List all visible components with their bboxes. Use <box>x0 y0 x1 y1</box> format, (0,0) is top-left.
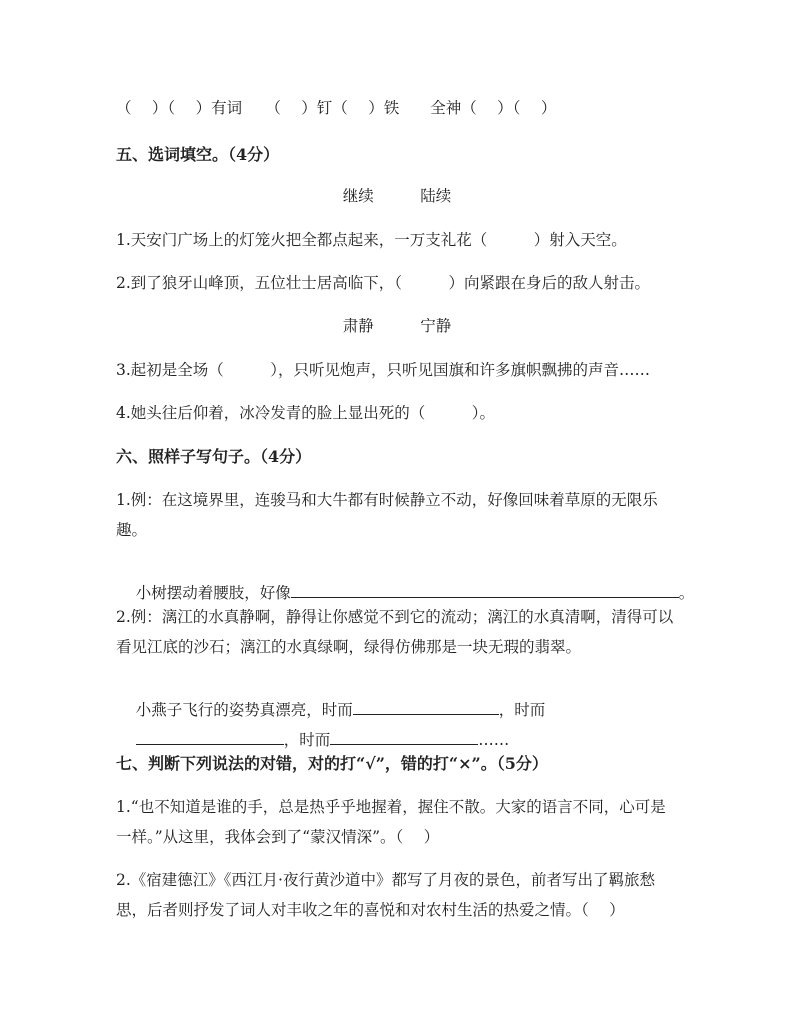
section-7-question-1-line-1: 1.“也不知道是谁的手，总是热乎乎地握着，握住不散。大家的语言不同，心可是 <box>116 798 666 816</box>
answer-2-blank-2[interactable] <box>136 730 284 745</box>
section-5-question-1: 1.天安门广场上的灯笼火把全都点起来，一万支礼花（ ）射入天空。 <box>116 231 627 249</box>
section-6-title: 六、照样子写句子。（4分） <box>116 447 312 466</box>
section-5-title: 五、选词填空。（4分） <box>116 145 280 164</box>
section-6-example-1-line-2: 趣。 <box>116 521 148 539</box>
section-5-question-2: 2.到了狼牙山峰顶，五位壮士居高临下，（ ）向紧跟在身后的敌人射击。 <box>116 274 651 292</box>
section-7-question-2-line-2: 思，后者则抒发了词人对丰收之年的喜悦和对农村生活的热爱之情。（ ） <box>116 901 625 919</box>
answer-2-mid: ，时而 <box>498 701 546 719</box>
answer-1-prefix: 小树摆动着腰肢，好像 <box>135 584 291 602</box>
answer-1-suffix: 。 <box>678 584 695 602</box>
word-choice-pair-2: 肃静 宁静 <box>342 317 452 335</box>
section-6-example-2-line-2: 看见江底的沙石；漓江的水真绿啊，绿得仿佛那是一块无瑕的翡翠。 <box>116 638 582 656</box>
idiom-fill-line: （ ）（ ）有词 （ ）钉（ ）铁 全神（ ）（ ） <box>116 99 557 117</box>
section-7-question-2-line-1: 2.《宿建德江》《西江月·夜行黄沙道中》都写了月夜的景色，前者写出了羁旅愁 <box>116 871 655 889</box>
section-7-question-1-line-2: 一样。”从这里，我体会到了“蒙汉情深”。（ ） <box>116 828 440 846</box>
answer-2-prefix: 小燕子飞行的姿势真漂亮，时而 <box>135 701 353 719</box>
section-5-question-3: 3.起初是全场（ ），只听见炮声，只听见国旗和许多旗帜飘拂的声音…… <box>116 361 651 379</box>
section-6-example-1-line-1: 1.例：在这境界里，连骏马和大牛都有时候静立不动，好像回味着草原的无限乐 <box>116 491 658 509</box>
section-7-title: 七、判断下列说法的对错，对的打“√”，错的打“×”。（5分） <box>116 754 548 773</box>
section-5-question-4: 4.她头往后仰着，冰冷发青的脸上显出死的（ ）。 <box>116 404 496 422</box>
answer-1-blank[interactable] <box>291 583 679 598</box>
answer-2-blank-3[interactable] <box>330 730 478 745</box>
answer-2-suffix: …… <box>478 731 510 749</box>
word-choice-pair-1: 继续 陆续 <box>342 187 452 205</box>
answer-2-mid-2: ，时而 <box>283 731 331 749</box>
section-6-example-2-line-1: 2.例：漓江的水真静啊，静得让你感觉不到它的流动；漓江的水真清啊，清得可以 <box>116 608 674 626</box>
